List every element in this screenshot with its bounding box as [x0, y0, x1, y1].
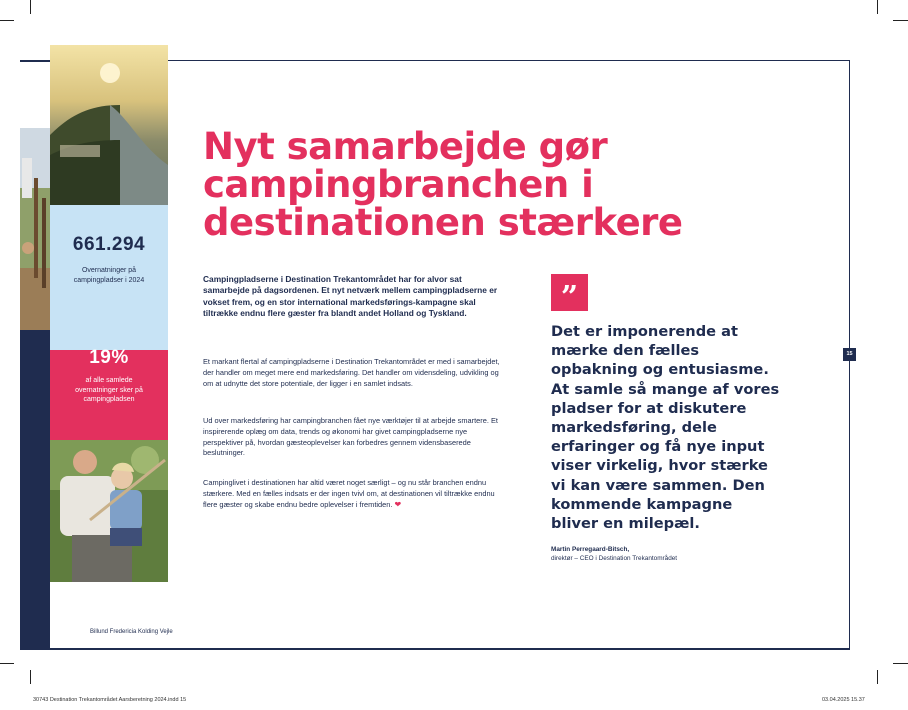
frame-top-line — [20, 60, 50, 62]
percent-description: af alle samlede overnatninger sker på campingpladsen — [75, 377, 143, 403]
crop-mark — [877, 0, 878, 14]
overnight-description: Overnatninger på campingpladser i 2024 — [73, 267, 145, 284]
crop-mark — [0, 663, 14, 664]
crop-mark — [30, 670, 31, 684]
family-photo — [50, 440, 168, 582]
heart-icon: ❤ — [394, 499, 402, 509]
body-paragraph: Ud over markedsføring har campingbranchen fået nye værktøjer til at arbejde smartere. Et inspirerende oplæg om data, trends og økonomi har givet campingpladserne nye perspektiver på, hvordan gæsteoplevelser kan forbedres gennem vidensbaserede beslutninger. — [203, 416, 498, 458]
coastline-photo — [50, 45, 168, 205]
body-paragraph: Et markant flertal af campingpladserne i Destination Trekantområdet er med i samarbejdet, der handler om meget mere end markedsføring. Det handler om vidensdeling, udvikling og om at udnytte det store potentiale, der ligger i en samlet indsats. — [203, 357, 500, 388]
quote-icon: ” — [551, 274, 588, 311]
body-paragraph-text: Campinglivet i destinationen har altid været noget særligt – og nu står branchen endnu stærkere. Med en fælles indsats er der ingen tvivl om, at destinationen vil tiltrække endnu flere gæster og skabe endnu bedre oplevelser i fremtiden. — [203, 478, 495, 509]
print-slug-date: 03.04.2025 15.37 — [822, 697, 865, 703]
crop-mark — [893, 20, 908, 21]
frame-bottom-line — [20, 648, 850, 650]
page-number-badge: 15 — [843, 348, 856, 361]
print-slug-file: 30743 Destination Trekantområdet Aarsberetning 2024.indd 15 — [33, 697, 187, 703]
quote-author: Martin Perregaard-Bitsch, — [551, 546, 630, 553]
crop-mark — [30, 0, 31, 14]
footer-cities: Billund Fredericia Kolding Vejle — [90, 629, 173, 635]
overnight-number: 661.294 — [72, 234, 146, 255]
crop-mark — [877, 670, 878, 684]
pull-quote: Det er imponerende at mærke den fælles opbakning og entusiasme. At samle så mange af vores pladser for at diskutere markedsføring, dele erfaringer og få nye input viser virkelig, hvor stærke vi kan være sammen. Den kommende kampagne bliver en milepæl. — [551, 323, 780, 533]
intro-paragraph: Campingpladserne i Destination Trekantområdet har for alvor sat samarbejde på dagsordenen. Et nyt netværk mellem campingpladserne er vokset frem, og en stor international markedsførings-kampagne skal tiltrække endnu flere gæster fra blandt andet Holland og Tyskland. — [203, 274, 498, 318]
overnight-stat-block — [50, 205, 168, 350]
percent-number: 19% — [89, 347, 129, 368]
crop-mark — [893, 663, 908, 664]
playground-photo — [20, 128, 50, 330]
quote-author-role: direktør – CEO i Destination Trekantområdet — [551, 555, 678, 562]
crop-mark — [0, 20, 14, 21]
percent-stat-block — [50, 347, 168, 440]
body-paragraph — [203, 478, 509, 510]
page-title: Nyt samarbejde gør campingbranchen i destinationen stærkere — [203, 125, 683, 244]
navy-strip — [20, 330, 50, 650]
